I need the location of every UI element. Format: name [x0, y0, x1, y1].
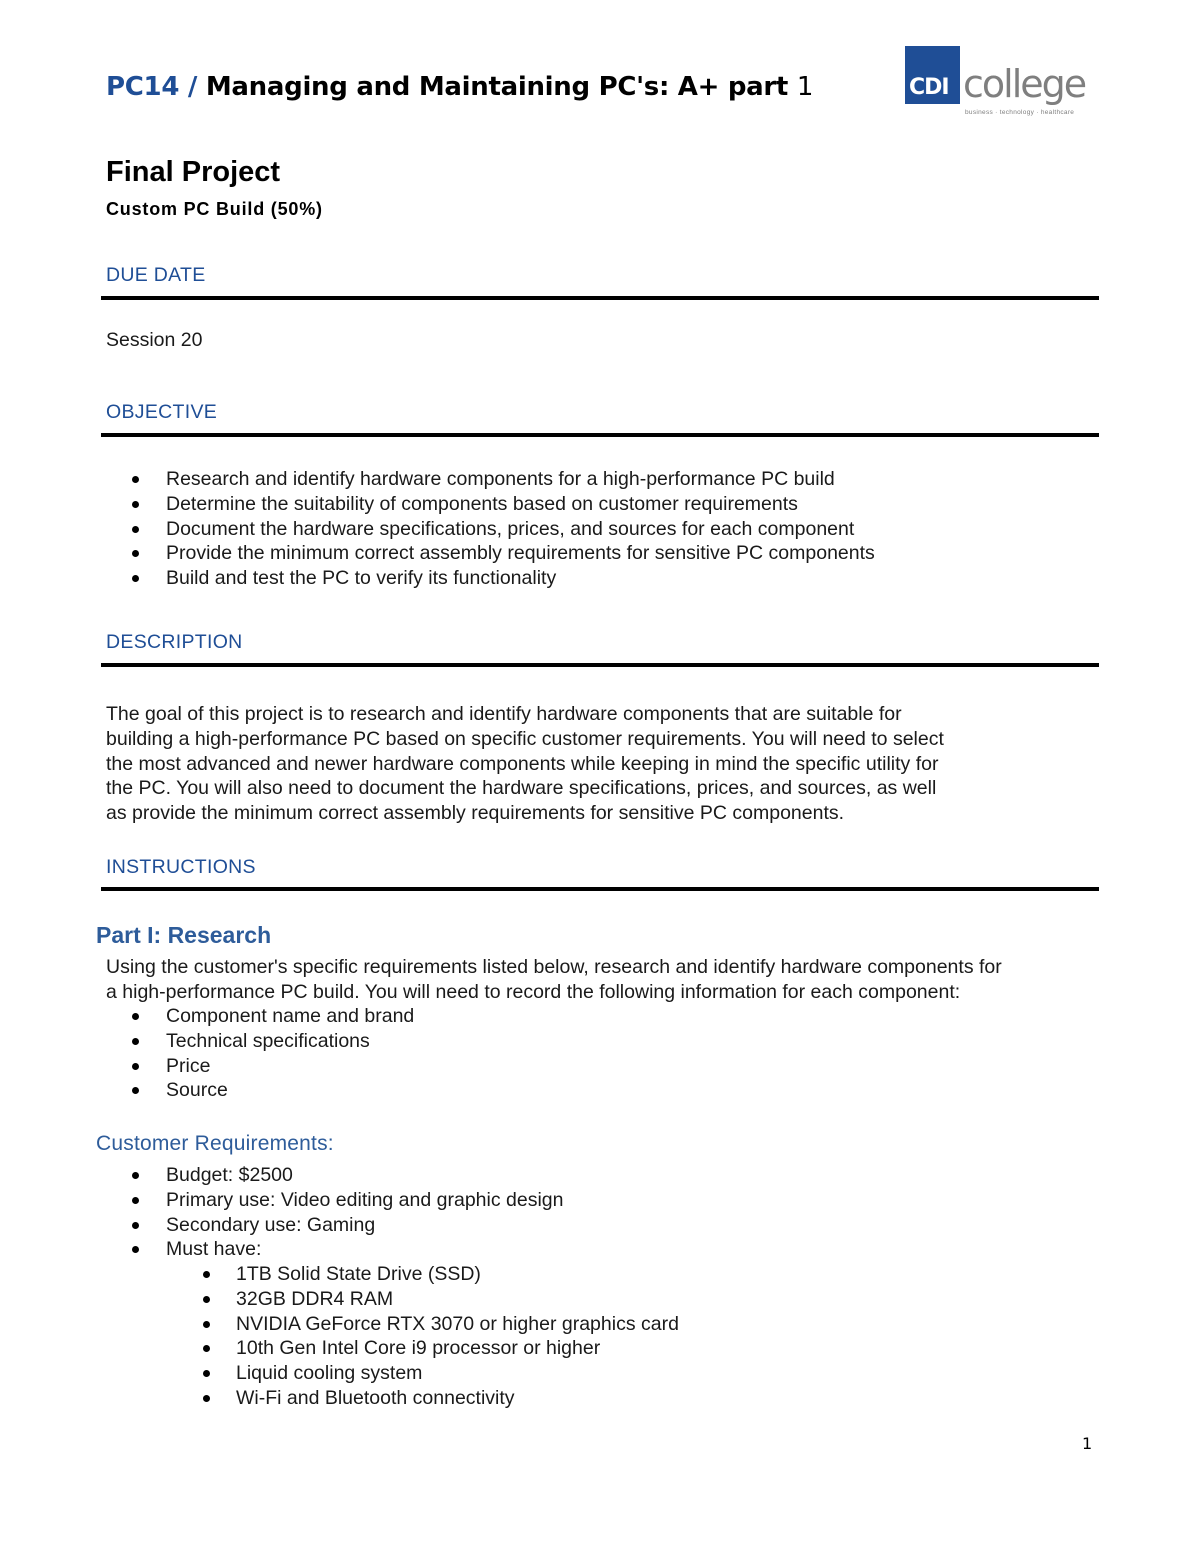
section-divider [101, 887, 1099, 891]
due-date-value: Session 20 [106, 329, 203, 351]
logo-mark-text: CDI [909, 75, 949, 100]
intro-line: Using the customer's specific requirements listed below, research and identify hardware components for [106, 956, 1002, 978]
course-code: PC14 [106, 72, 180, 102]
document-title: Final Project [106, 156, 281, 188]
description-line: the most advanced and newer hardware components while keeping in mind the specific utility for [106, 752, 939, 775]
record-info-list [166, 1004, 414, 1103]
description-paragraph [106, 702, 944, 826]
bullet-icon [132, 1246, 139, 1253]
course-part-number: 1 [796, 72, 814, 102]
bullet-icon [132, 476, 139, 483]
logo-wordmark: college [963, 62, 1086, 106]
list-item: Determine the suitability of components based on customer requirements [166, 492, 875, 517]
intro-line: a high-performance PC build. You will need to record the following information for each component: [106, 980, 961, 1003]
list-item: 1TB Solid State Drive (SSD) [236, 1262, 679, 1287]
list-item: Secondary use: Gaming [166, 1213, 563, 1238]
description-line: the PC. You will also need to document the hardware specifications, prices, and sources, as well [106, 777, 937, 800]
bullet-icon [132, 1197, 139, 1204]
list-item: Must have: [166, 1237, 563, 1262]
cdi-college-logo [905, 46, 1090, 118]
bullet-icon [132, 575, 139, 582]
part-1-intro [106, 955, 1002, 1005]
bullet-icon [132, 1063, 139, 1070]
bullet-icon [132, 1087, 139, 1094]
customer-requirements-heading: Customer Requirements: [96, 1132, 334, 1155]
list-item: Document the hardware specifications, prices, and sources for each component [166, 517, 875, 542]
description-heading: DESCRIPTION [106, 631, 243, 653]
bullet-icon [203, 1321, 210, 1328]
course-title: Managing and Maintaining PC's: A+ part [205, 72, 789, 102]
bullet-icon [132, 1013, 139, 1020]
bullet-icon [203, 1296, 210, 1303]
list-item: Source [166, 1078, 414, 1103]
list-item: Wi-Fi and Bluetooth connectivity [236, 1386, 679, 1411]
objective-list [166, 467, 875, 591]
bullet-icon [203, 1395, 210, 1402]
customer-requirements-list [166, 1163, 563, 1262]
list-item: 10th Gen Intel Core i9 processor or higher [236, 1336, 679, 1361]
bullet-icon [203, 1370, 210, 1377]
list-item: Price [166, 1054, 414, 1079]
header-slash: / [187, 72, 198, 102]
list-item: Research and identify hardware components for a high-performance PC build [166, 467, 875, 492]
bullet-icon [132, 1222, 139, 1229]
bullet-icon [203, 1271, 210, 1278]
bullet-icon [132, 501, 139, 508]
section-divider [101, 296, 1099, 300]
bullet-icon [132, 550, 139, 557]
description-line: as provide the minimum correct assembly requirements for sensitive PC components. [106, 802, 845, 825]
list-item: Component name and brand [166, 1004, 414, 1029]
logo-mark [905, 46, 960, 104]
must-have-list [236, 1262, 679, 1411]
list-item: Budget: $2500 [166, 1163, 563, 1188]
document-subtitle: Custom PC Build (50%) [106, 199, 323, 219]
list-item: Liquid cooling system [236, 1361, 679, 1386]
list-item: NVIDIA GeForce RTX 3070 or higher graphics card [236, 1312, 679, 1337]
bullet-icon [132, 1038, 139, 1045]
list-item: Build and test the PC to verify its functionality [166, 566, 875, 591]
bullet-icon [132, 1172, 139, 1179]
description-line: building a high-performance PC based on specific customer requirements. You will need to select [106, 727, 944, 750]
description-line: The goal of this project is to research and identify hardware components that are suitable for [106, 703, 902, 725]
part-1-heading: Part I: Research [96, 922, 272, 948]
course-header [106, 72, 813, 102]
list-item: Technical specifications [166, 1029, 414, 1054]
list-item: 32GB DDR4 RAM [236, 1287, 679, 1312]
list-item: Provide the minimum correct assembly requirements for sensitive PC components [166, 541, 875, 566]
due-date-heading: DUE DATE [106, 264, 206, 286]
objective-heading: OBJECTIVE [106, 401, 218, 423]
instructions-heading: INSTRUCTIONS [106, 856, 256, 878]
section-divider [101, 663, 1099, 667]
logo-tagline: business · technology · healthcare [965, 109, 1075, 116]
page-number: 1 [1082, 1434, 1093, 1453]
bullet-icon [203, 1345, 210, 1352]
bullet-icon [132, 526, 139, 533]
section-divider [101, 433, 1099, 437]
list-item: Primary use: Video editing and graphic design [166, 1188, 563, 1213]
